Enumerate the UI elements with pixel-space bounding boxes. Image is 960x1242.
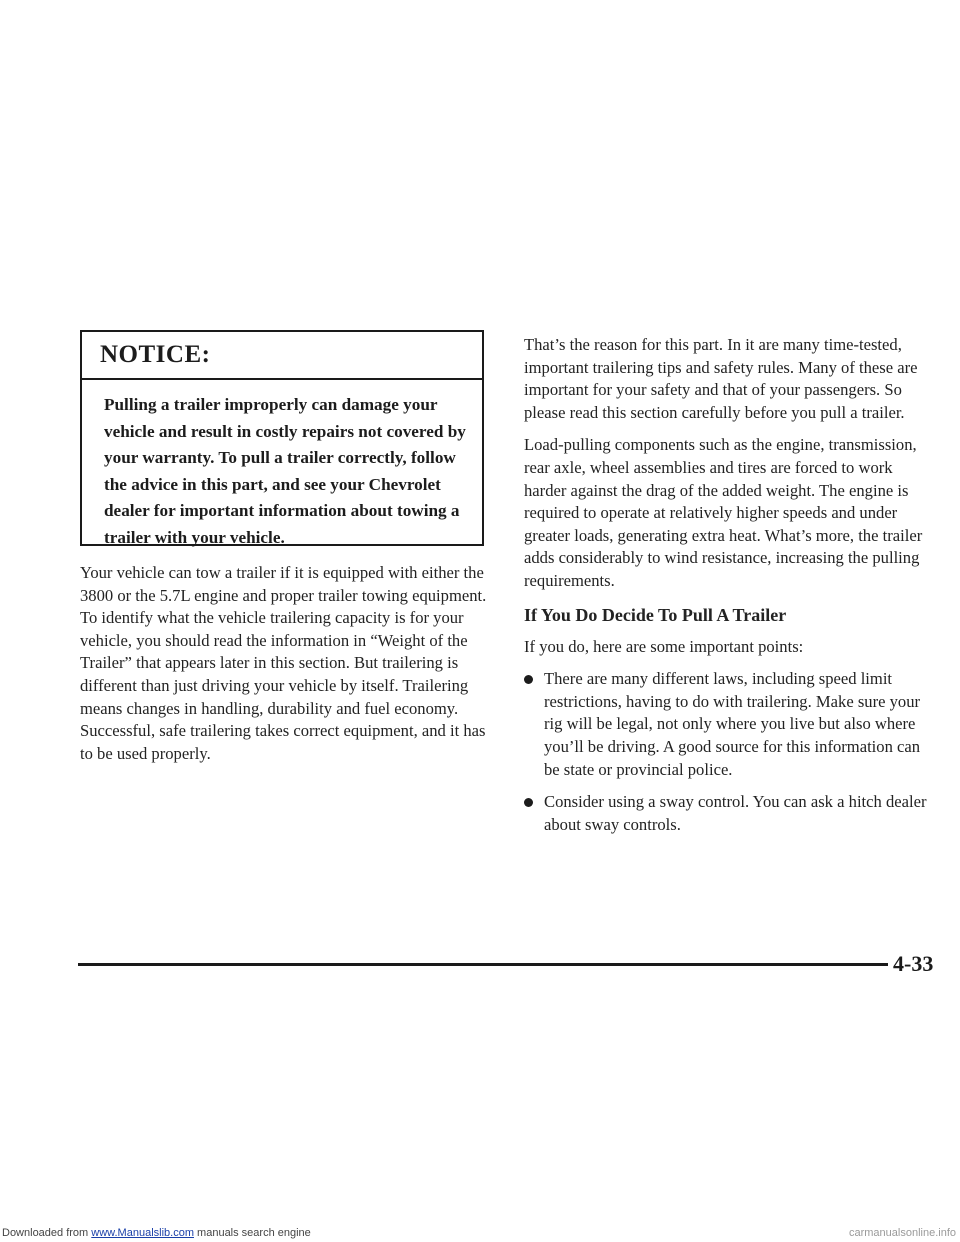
footer-prefix: Downloaded from [2, 1227, 89, 1239]
footer-credit [2, 1226, 311, 1240]
footer-rule [78, 963, 888, 966]
left-column [80, 562, 490, 775]
list-item-text: There are many different laws, including speed limit restrictions, having to do with trailering. Make sure your rig will be legal, not only where you live but also where you’ll be driving. A good source for this information can be state or provincial police. [544, 669, 921, 779]
load-pulling-paragraph: Load-pulling components such as the engine, transmission, rear axle, wheel assemblies and tires are forced to work harder against the drag of the added weight. The engine is required to operate at relatively higher speeds and under greater loads, generating extra heat. What’s more, the trailer adds considerably to wind resistance, increasing the pulling requirements. [524, 435, 923, 590]
list-item [524, 791, 936, 836]
manualslib-link[interactable]: www.Manualslib.com [91, 1227, 194, 1239]
important-points-list [524, 668, 936, 836]
bullet-icon [524, 798, 533, 807]
list-item-text: Consider using a sway control. You can ask a hitch dealer about sway controls. [544, 792, 927, 834]
watermark-text: carmanualsonline.info [848, 1227, 956, 1239]
page-number: 4-33 [893, 951, 934, 976]
list-item [524, 668, 936, 781]
trailering-intro-paragraph: Your vehicle can tow a trailer if it is equipped with either the 3800 or the 5.7L engine and proper trailer towing equipment. To identify what the vehicle trailering capacity is for your vehicle, you should read the information in “Weight of the Trailer” that appears later in this section. But trailering is different than just driving your vehicle by itself. Trailering means changes in handling, durability and fuel economy. Successful, safe trailering takes correct equipment, and it has to be used properly. [80, 563, 487, 763]
section-heading: If You Do Decide To Pull A Trailer [524, 604, 787, 625]
right-column [524, 334, 936, 846]
bullet-icon [524, 675, 533, 684]
notice-title: NOTICE: [100, 341, 211, 368]
reason-paragraph: That’s the reason for this part. In it are many time-tested, important trailering tips and safety rules. Many of these are important for your safety and that of your passengers. So please read this section carefully before you pull a trailer. [524, 335, 918, 422]
notice-header [82, 332, 482, 380]
footer-suffix: manuals search engine [197, 1227, 311, 1239]
notice-box [80, 330, 484, 546]
notice-body: Pulling a trailer improperly can damage your vehicle and result in costly repairs not covered by your warranty. To pull a trailer correctly, follow the advice in this part, and see your Chevrolet dealer for important information about towing a trailer with your vehicle. [104, 395, 466, 547]
download-footer [0, 1226, 960, 1242]
points-intro: If you do, here are some important points: [524, 636, 804, 656]
